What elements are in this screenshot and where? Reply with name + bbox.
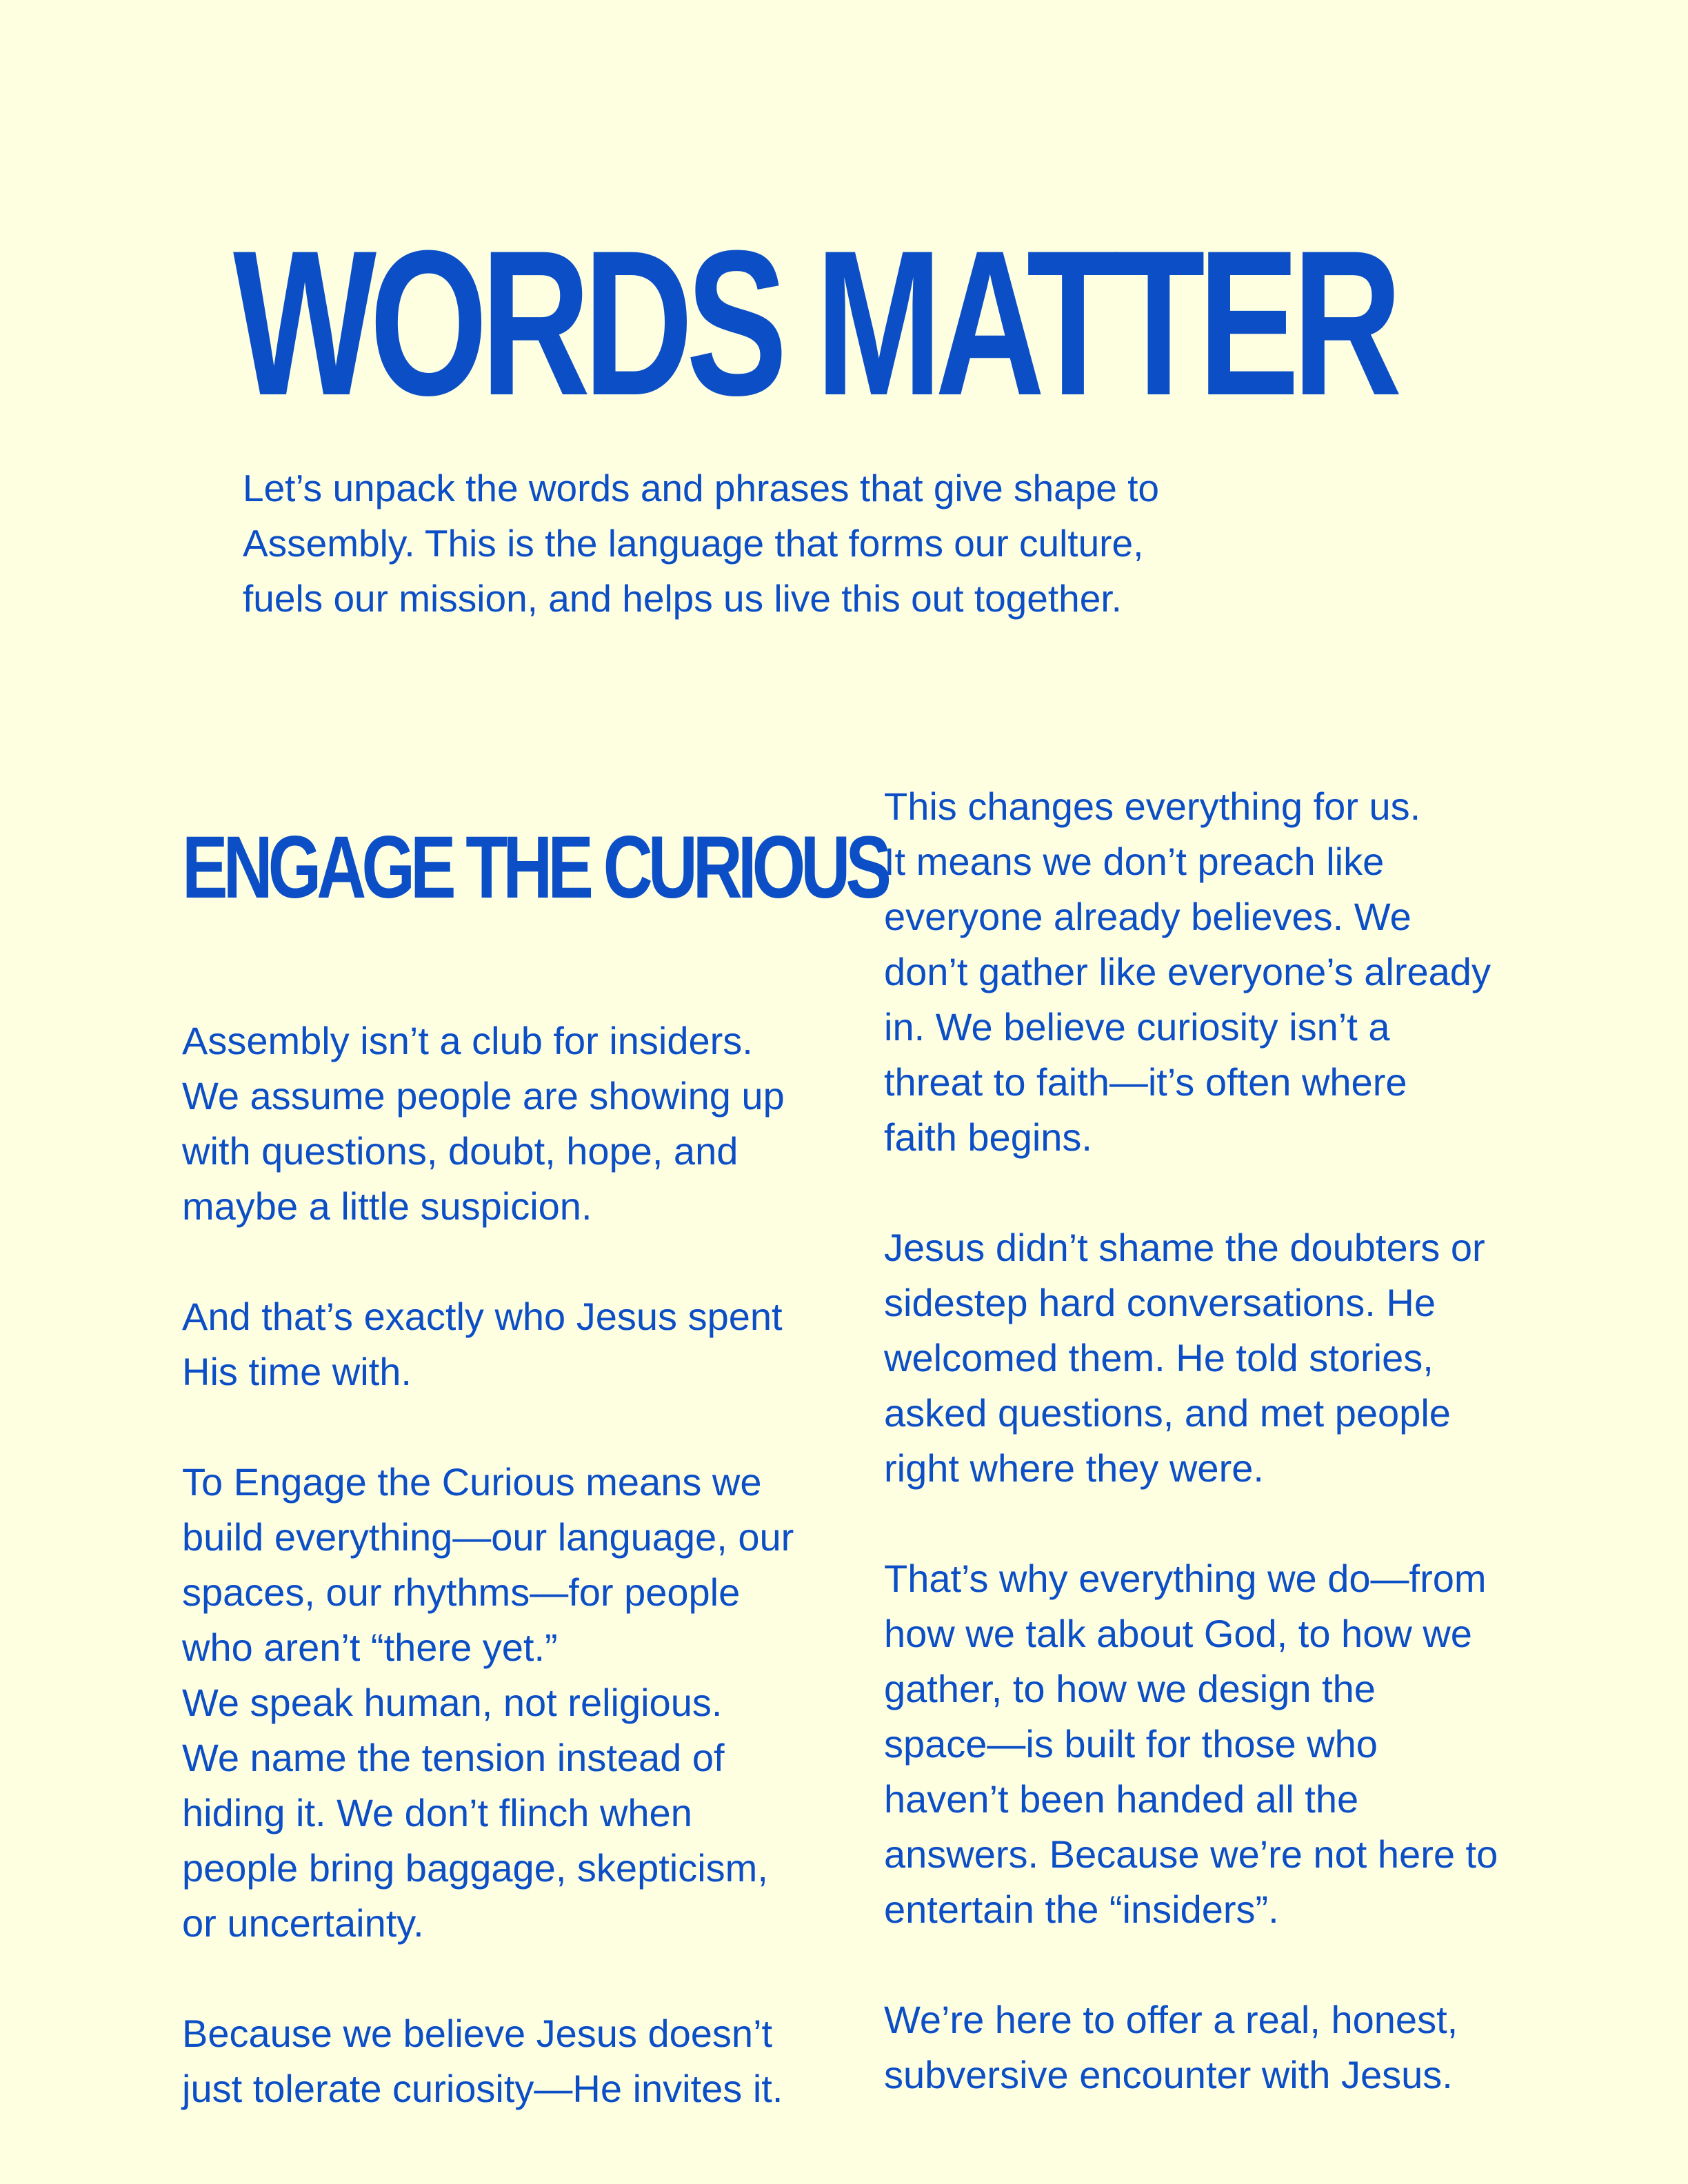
page-title: WORDS MATTER <box>233 207 1396 438</box>
paragraph-gap <box>182 1399 844 1455</box>
text-line: how we talk about God, to how we <box>884 1612 1472 1655</box>
text-line: We name the tension instead of <box>182 1736 725 1779</box>
text-line: or uncertainty. <box>182 1901 424 1945</box>
text-line: And that’s exactly who Jesus spent <box>182 1295 783 1338</box>
text-line: Assembly isn’t a club for insiders. <box>182 1019 753 1062</box>
text-line: faith begins. <box>884 1115 1092 1159</box>
text-line: This changes everything for us. <box>884 785 1421 828</box>
text-line: with questions, doubt, hope, and <box>182 1129 738 1173</box>
text-line: welcomed them. He told stories, <box>884 1336 1434 1379</box>
paragraph <box>182 1013 844 1234</box>
paragraph-gap <box>884 1937 1574 1992</box>
text-line: entertain the “insiders”. <box>884 1888 1279 1931</box>
text-line: It means we don’t preach like <box>884 840 1385 883</box>
section-heading: ENGAGE THE CURIOUS <box>182 818 887 917</box>
paragraph <box>182 1289 844 1399</box>
text-line: gather, to how we design the <box>884 1667 1376 1710</box>
text-line: don’t gather like everyone’s already <box>884 950 1491 993</box>
text-line: right where they were. <box>884 1446 1264 1490</box>
text-line: We assume people are showing up <box>182 1074 785 1118</box>
text-line: sidestep hard conversations. He <box>884 1281 1436 1324</box>
left-column <box>182 1013 844 2116</box>
text-line: That’s why everything we do—from <box>884 1557 1487 1600</box>
paragraph <box>884 1220 1574 1496</box>
right-column <box>884 779 1574 2103</box>
text-line: His time with. <box>182 1350 412 1393</box>
paragraph <box>182 1455 844 1951</box>
text-line: We speak human, not religious. <box>182 1681 723 1724</box>
paragraph-gap <box>884 1496 1574 1551</box>
paragraph <box>182 2006 844 2116</box>
text-line: spaces, our rhythms—for people <box>182 1570 741 1614</box>
paragraph <box>884 1551 1574 1937</box>
text-line: space—is built for those who <box>884 1722 1378 1766</box>
text-line: Jesus didn’t shame the doubters or <box>884 1226 1485 1269</box>
paragraph <box>884 1992 1574 2103</box>
text-line: To Engage the Curious means we <box>182 1460 762 1504</box>
text-line: asked questions, and met people <box>884 1391 1451 1435</box>
text-line: subversive encounter with Jesus. <box>884 2053 1453 2096</box>
paragraph-gap <box>182 1951 844 2006</box>
text-line: who aren’t “there yet.” <box>182 1626 558 1669</box>
text-line: build everything—our language, our <box>182 1515 794 1559</box>
text-line: answers. Because we’re not here to <box>884 1832 1498 1876</box>
intro-line: Let’s unpack the words and phrases that give shape to <box>243 467 1160 509</box>
paragraph <box>884 779 1574 1165</box>
text-line: We’re here to offer a real, honest, <box>884 1998 1458 2041</box>
text-line: everyone already believes. We <box>884 895 1411 938</box>
text-line: haven’t been handed all the <box>884 1777 1359 1821</box>
text-line: hiding it. We don’t flinch when <box>182 1791 692 1834</box>
text-line: just tolerate curiosity—He invites it. <box>182 2067 783 2110</box>
intro-line: Assembly. This is the language that forms our culture, <box>243 522 1144 565</box>
intro-paragraph <box>243 461 1249 626</box>
paragraph-gap <box>182 1234 844 1289</box>
text-line: Because we believe Jesus doesn’t <box>182 2012 773 2055</box>
text-line: in. We believe curiosity isn’t a <box>884 1005 1390 1049</box>
paragraph-gap <box>884 1165 1574 1220</box>
text-line: threat to faith—it’s often where <box>884 1060 1407 1104</box>
text-line: maybe a little suspicion. <box>182 1184 592 1228</box>
text-line: people bring baggage, skepticism, <box>182 1846 768 1890</box>
intro-line: fuels our mission, and helps us live this out together. <box>243 577 1122 620</box>
